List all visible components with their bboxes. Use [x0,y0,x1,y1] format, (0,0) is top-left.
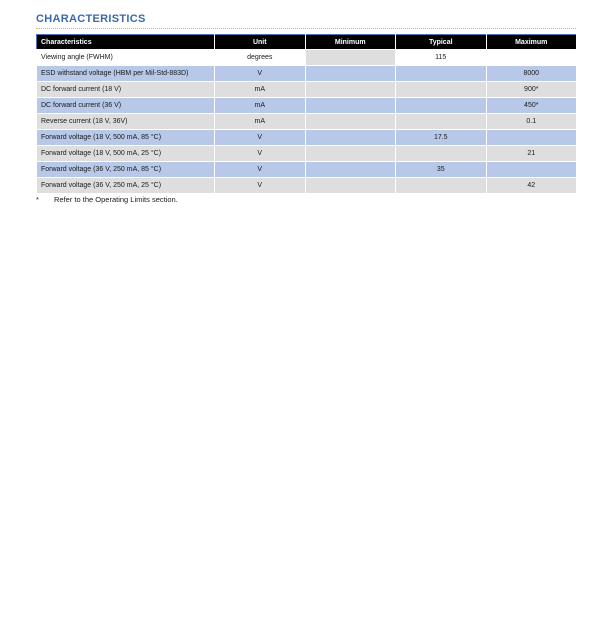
table-cell [305,82,396,98]
table-cell [305,66,396,82]
table-cell: 17.5 [396,130,487,146]
table-cell: mA [215,98,306,114]
table-cell: Forward voltage (36 V, 250 mA, 85 °C) [37,162,215,178]
table-cell: 115 [396,50,487,66]
table-cell [486,130,577,146]
table-row [37,114,577,130]
table-row [37,178,577,194]
table-row [37,50,577,66]
table-row [37,162,577,178]
table-cell [396,66,487,82]
table-cell: 8000 [486,66,577,82]
table-cell: 900* [486,82,577,98]
section-title: CHARACTERISTICS [36,13,146,25]
table-cell: Reverse current (18 V, 36V) [37,114,215,130]
table-cell [305,162,396,178]
footnote-text: Refer to the Operating Limits section. [54,195,178,204]
column-header: Characteristics [37,35,215,50]
table-cell: Viewing angle (FWHM) [37,50,215,66]
title-divider [36,28,576,29]
table-cell [396,114,487,130]
table-cell: 42 [486,178,577,194]
table-cell: mA [215,82,306,98]
table-cell [305,50,396,66]
table-cell: mA [215,114,306,130]
table-cell: Forward voltage (36 V, 250 mA, 25 °C) [37,178,215,194]
table-cell: 21 [486,146,577,162]
table-row [37,82,577,98]
table-cell: ESD withstand voltage (HBM per Mil-Std-883D) [37,66,215,82]
table-cell: DC forward current (36 V) [37,98,215,114]
column-header: Maximum [486,35,577,50]
table-row [37,66,577,82]
table-cell: Forward voltage (18 V, 500 mA, 25 °C) [37,146,215,162]
table-row [37,146,577,162]
footnote [36,195,178,204]
column-header: Minimum [305,35,396,50]
table-cell [305,130,396,146]
footnote-marker: * [36,195,39,204]
characteristics-table [36,34,577,194]
table-cell [305,98,396,114]
table-cell: V [215,130,306,146]
table-cell: DC forward current (18 V) [37,82,215,98]
column-header: Unit [215,35,306,50]
table-cell: V [215,162,306,178]
table-cell: degrees [215,50,306,66]
table-cell: 450* [486,98,577,114]
table-cell: V [215,146,306,162]
table-cell [396,98,487,114]
table-cell: 35 [396,162,487,178]
table-cell [396,178,487,194]
table-cell: V [215,66,306,82]
table-cell [305,146,396,162]
table-cell [305,114,396,130]
table-row [37,130,577,146]
table-cell [486,50,577,66]
table-cell: 0.1 [486,114,577,130]
table-cell: V [215,178,306,194]
table-row [37,98,577,114]
table-cell [396,146,487,162]
table-cell [305,178,396,194]
table-cell [486,162,577,178]
table-header-row [37,35,577,50]
table-cell: Forward voltage (18 V, 500 mA, 85 °C) [37,130,215,146]
table-cell [396,82,487,98]
column-header: Typical [396,35,487,50]
